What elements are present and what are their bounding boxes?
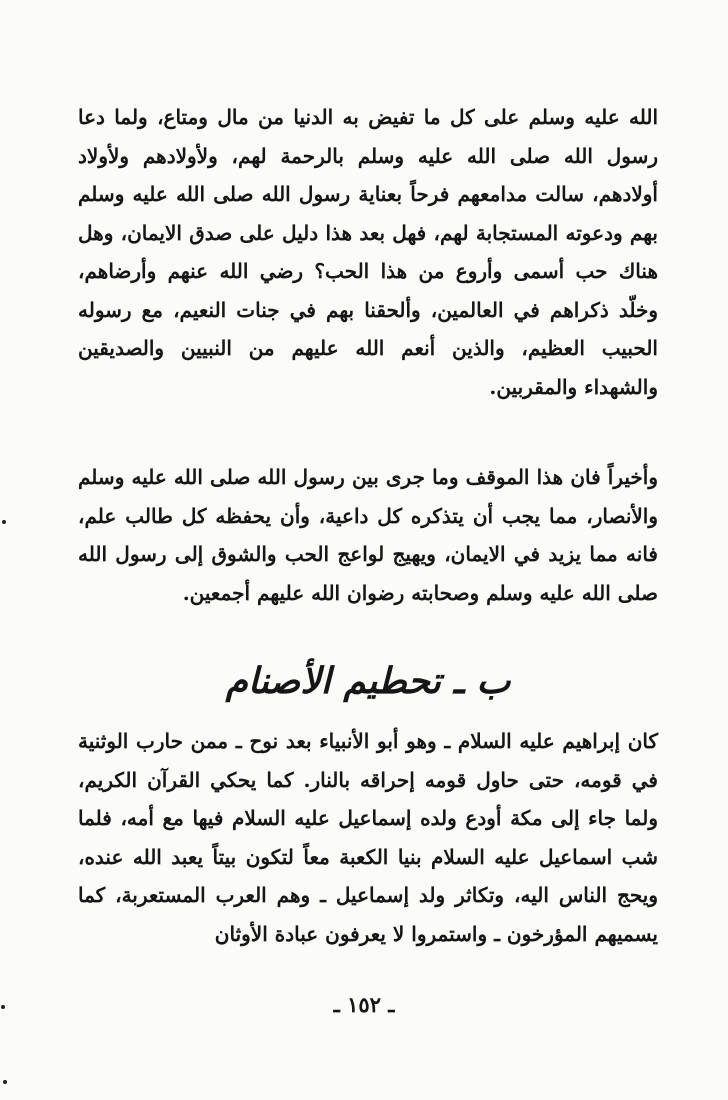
paragraph-1: الله عليه وسلم على كل ما تفيض به الدنيا من مال ومتاع، ولما دعا رسول الله صلى الله عليه وسلم بالرحمة لهم، ولأولادهم ولأولاد أولادهم، سالت مدامعهم فرحاً بعناية رسول الله صلى الله عليه وسلم بهم ودعوته المستجابة لهم، فهل بعد هذا دليل على صدق الايمان، وهل هناك حب أسمى وأروع من هذا الحب؟ رضي الله عنهم وأرضاهم، وخلّد ذكراهم في العالمين، وألحقنا بهم في جنات النعيم، مع رسوله الحبيب العظيم، والذين أنعم الله عليهم من النبيين والصديقين والشهداء والمقربين. [78,105,658,399]
scan-speck [3,1080,7,1084]
paragraph-3: كان إبراهيم عليه السلام ـ وهو أبو الأنبياء بعد نوح ـ ممن حارب الوثنية في قومه، حتى حاول قومه إحراقه بالنار. كما يحكي القرآن الكريم، ولما جاء إلى مكة أودع ولده إسماعيل عليه السلام فيها مع أمه، فلما شب اسماعيل عليه السلام بنيا الكعبة معاً لتكون بيتاً يعبد الله عنده، ويحج الناس اليه، وتكاثر ولد إسماعيل ـ وهم العرب المستعربة، كما يسميهم المؤرخون ـ واستمروا لا يعرفون عبادة الأوثان [78,729,658,946]
paragraph-2: وأخيراً فان هذا الموقف وما جرى بين رسول الله صلى الله عليه وسلم والأنصار، مما يجب أن يتذكره كل داعية، وأن يحفظه كل طالب علم، فانه مما يزيد في الايمان، ويهيج لواعج الحب والشوق إلى رسول الله صلى الله عليه وسلم وصحابته رضوان الله عليهم أجمعين. [78,465,658,605]
scan-speck [1,1005,5,1009]
page-text-block [78,98,658,953]
section-heading: ب ـ تحطيم الأصنام [225,660,511,702]
page-number: ـ ١٥٢ ـ [333,992,395,1017]
scan-speck [2,520,6,524]
